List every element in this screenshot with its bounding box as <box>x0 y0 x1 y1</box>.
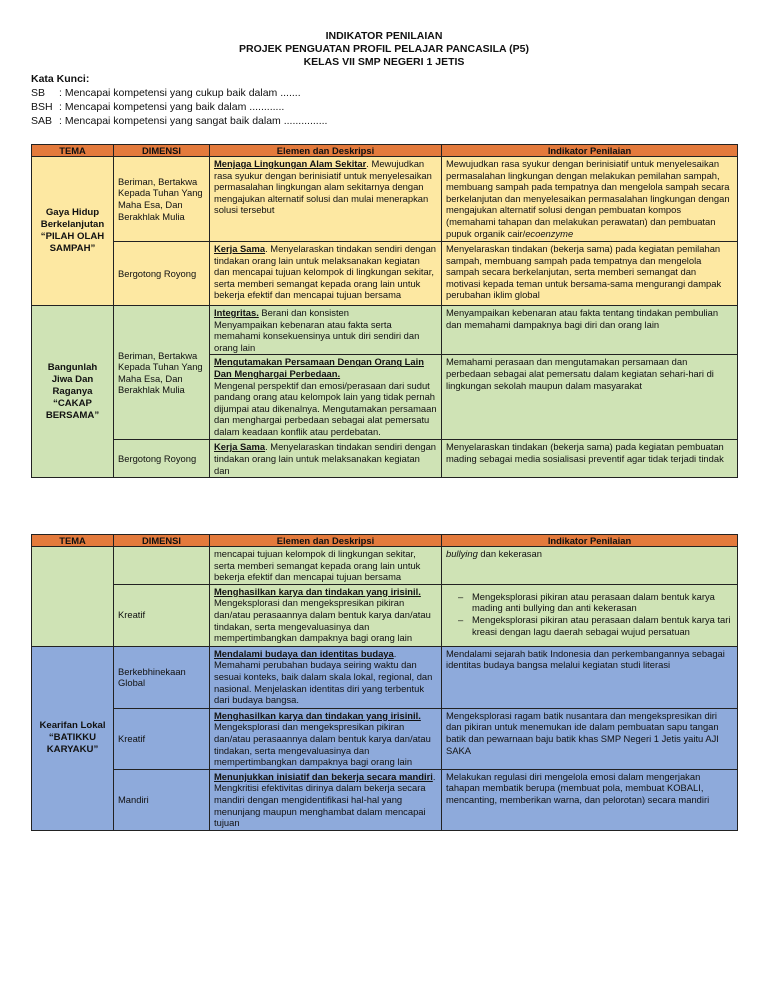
table-header-row <box>32 535 738 547</box>
table-row <box>32 769 738 830</box>
table-row <box>32 440 738 478</box>
dimensi-cell: Kreatif <box>114 708 210 769</box>
header-indikator: Indikator Penilaian <box>442 145 738 157</box>
dimensi-cell: Beriman, Bertakwa Kepada Tuhan Yang Maha Esa, Dan Berakhlak Mulia <box>114 306 210 440</box>
elemen-cell: Menunjukkan inisiatif dan bekerja secara mandiri. Mengkritisi efektivitas dirinya dalam bekerja secara mandiri dengan mengidentifikasi hal-hal yang menunjang maupun menghambat dalam mencapai tujuan <box>210 769 442 830</box>
table-row <box>32 708 738 769</box>
header-dimensi: DIMENSI <box>114 145 210 157</box>
indikator-cell: Memahami perasaan dan mengutamakan persamaan dan perbedaan sebagai alat pemersatu dalam kegiatan sehari-hari di lingkungan sekolah maupun dalam masyarakat <box>442 355 738 440</box>
indikator-cell: Mewujudkan rasa syukur dengan berinisiatif untuk menyelesaikan permasalahan lingkungan dengan melakukan pemilahan sampah, membuang sampah pada tempatnya dan mengelola sampah secara berkelanjutan dan menyelesaikan permasalahan lingkungan dengan mengajukan alternatif solusi dengan pembuatan kompos (memahami tahapan dan melakukan perawatan) dan pembuatan pupuk organik cair/ecoenzyme <box>442 157 738 242</box>
tema-cell: Kearifan Lokal “BATIKKU KARYAKU” <box>32 646 114 830</box>
indikator-cell: Menyelaraskan tindakan (bekerja sama) pada kegiatan pembuatan mading sebagai media sosialisasi preventif agar tidak terjadi tindak <box>442 440 738 478</box>
table-row <box>32 646 738 708</box>
dimensi-cell <box>114 547 210 585</box>
header-tema: TEMA <box>32 145 114 157</box>
elemen-cell: Kerja Sama. Menyelaraskan tindakan sendiri dengan tindakan orang lain untuk melaksanakan kegiatan dan <box>210 440 442 478</box>
indikator-cell: Menyampaikan kebenaran atau fakta tentang tindakan pembulian dan memahami dampaknya bagi diri dan orang lain <box>442 306 738 355</box>
doc-subtitle: PROJEK PENGUATAN PROFIL PELAJAR PANCASILA (P5) <box>239 43 529 55</box>
dimensi-cell: Kreatif <box>114 584 210 646</box>
elemen-cell: Menghasilkan karya dan tindakan yang irisinil. Mengeksplorasi dan mengekspresikan pikiran dan/atau perasaannya dalam bentuk karya dan/atau tindakan, serta mengevaluasinya dan mempertimbangkan dampaknya bagi orang lain <box>210 708 442 769</box>
indicator-table-2 <box>31 534 738 831</box>
indikator-cell <box>442 584 738 646</box>
table-row <box>32 157 738 242</box>
table-row <box>32 306 738 355</box>
elemen-cell: mencapai tujuan kelompok di lingkungan sekitar, serta memberi semangat kepada orang lain untuk bekerja efektif dan mencapai tujuan bersama <box>210 547 442 585</box>
indikator-cell: bullying dan kekerasan <box>442 547 738 585</box>
indikator-cell: Menyelaraskan tindakan (bekerja sama) pada kegiatan pemilahan sampah, membuang sampah pada tempatnya dan mengelola sampah secara berkelanjutan, serta memberi semangat dan motivasi kepada teman untuk bersama-sama mengurangi dampak perubahan iklim global <box>442 242 738 306</box>
indicator-table-1 <box>31 144 738 478</box>
table-row <box>32 584 738 646</box>
tema-cell: Gaya Hidup Berkelanjutan “PILAH OLAH SAMPAH” <box>32 157 114 306</box>
table-row <box>32 547 738 585</box>
table-row <box>32 242 738 306</box>
indikator-cell: Mendalami sejarah batik Indonesia dan perkembangannya sebagai identitas budaya bangsa melalui kegiatan studi literasi <box>442 646 738 708</box>
dimensi-cell: Mandiri <box>114 769 210 830</box>
indikator-cell: Mengeksplorasi ragam batik nusantara dan mengekspresikan diri dan pikiran untuk menemukan ide dalam pembuatan sapu tangan batik dan pewarnaan baju batik khas SMP Negeri 1 Jetis yaitu AJI SAKA <box>442 708 738 769</box>
header-tema: TEMA <box>32 535 114 547</box>
elemen-cell: Kerja Sama. Menyelaraskan tindakan sendiri dengan tindakan orang lain untuk melaksanakan kegiatan dan mencapai tujuan kelompok di lingkungan sekitar, serta memberi semangat kepada orang lain untuk bekerja efektif dan mencapai tujuan bersama <box>210 242 442 306</box>
doc-class: KELAS VII SMP NEGERI 1 JETIS <box>303 56 465 68</box>
elemen-cell: Integritas. Berani dan konsisten Menyampaikan kebenaran atau fakta serta memahami konsekuensinya untuk diri sendiri dan orang lain <box>210 306 442 355</box>
legend-sb: SB : Mencapai kompetensi yang cukup baik dalam ....... <box>31 87 301 99</box>
list-item: – Mengeksplorasi pikiran atau perasaan dalam bentuk karya tari kreasi dengan lagu daerah sebagai wujud persatuan <box>458 613 731 637</box>
legend-sab: SAB : Mencapai kompetensi yang sangat baik dalam ............... <box>31 115 328 127</box>
dimensi-cell: Beriman, Bertakwa Kepada Tuhan Yang Maha Esa, Dan Berakhlak Mulia <box>114 157 210 242</box>
elemen-cell: Mengutamakan Persamaan Dengan Orang Lain Dan Menghargai Perbedaan. Mengenal perspektif dan emosi/perasaan dari sudut pandang orang atau kelompok lain yang tidak pernah dijumpai atau dikenalnya. Mengutamakan persamaan dan menghargai perbedaan sebagai alat pemersatu dalam keadaan konflik atau perdebatan. <box>210 355 442 440</box>
legend-bsh: BSH : Mencapai kompetensi yang baik dalam ............ <box>31 101 285 113</box>
indikator-cell: Melakukan regulasi diri mengelola emosi dalam mengerjakan tahapan membatik berupa (membuat pola, membuat KOBALI, mencanting, memberikan warna, dan pelorotan) secara mandiri <box>442 769 738 830</box>
elemen-cell: Menghasilkan karya dan tindakan yang irisinil. Mengeksplorasi dan mengekspresikan pikiran dan/atau perasaannya dalam bentuk karya dan/atau tindakan, serta mengevaluasinya dan mempertimbangkan dampaknya bagi orang lain <box>210 584 442 646</box>
tema-cell: Bangunlah Jiwa Dan Raganya “CAKAP BERSAMA” <box>32 306 114 478</box>
dimensi-cell: Berkebhinekaan Global <box>114 646 210 708</box>
list-item: – Mengeksplorasi pikiran atau perasaan dalam bentuk karya mading anti bullying dan anti kekerasan <box>458 590 715 614</box>
elemen-cell: Mendalami budaya dan identitas budaya. Memahami perubahan budaya seiring waktu dan sesuai konteks, baik dalam skala lokal, regional, dan nasional. Menjelaskan identitas diri yang terbentuk dari budaya bangsa. <box>210 646 442 708</box>
table-header-row <box>32 145 738 157</box>
elemen-cell: Menjaga Lingkungan Alam Sekitar. Mewujudkan rasa syukur dengan berinisiatif untuk menyelesaikan permasalahan lingkungan alam sekitarnya dengan mengajukan alternatif solusi dan mulai menerapkan solusi tersebut <box>210 157 442 242</box>
dimensi-cell: Bergotong Royong <box>114 440 210 478</box>
header-elemen: Elemen dan Deskripsi <box>210 535 442 547</box>
header-indikator: Indikator Penilaian <box>442 535 738 547</box>
header-elemen: Elemen dan Deskripsi <box>210 145 442 157</box>
header-dimensi: DIMENSI <box>114 535 210 547</box>
kata-kunci-label: Kata Kunci: <box>31 73 90 85</box>
doc-title: INDIKATOR PENILAIAN <box>325 30 443 42</box>
dimensi-cell: Bergotong Royong <box>114 242 210 306</box>
tema-cell <box>32 547 114 647</box>
